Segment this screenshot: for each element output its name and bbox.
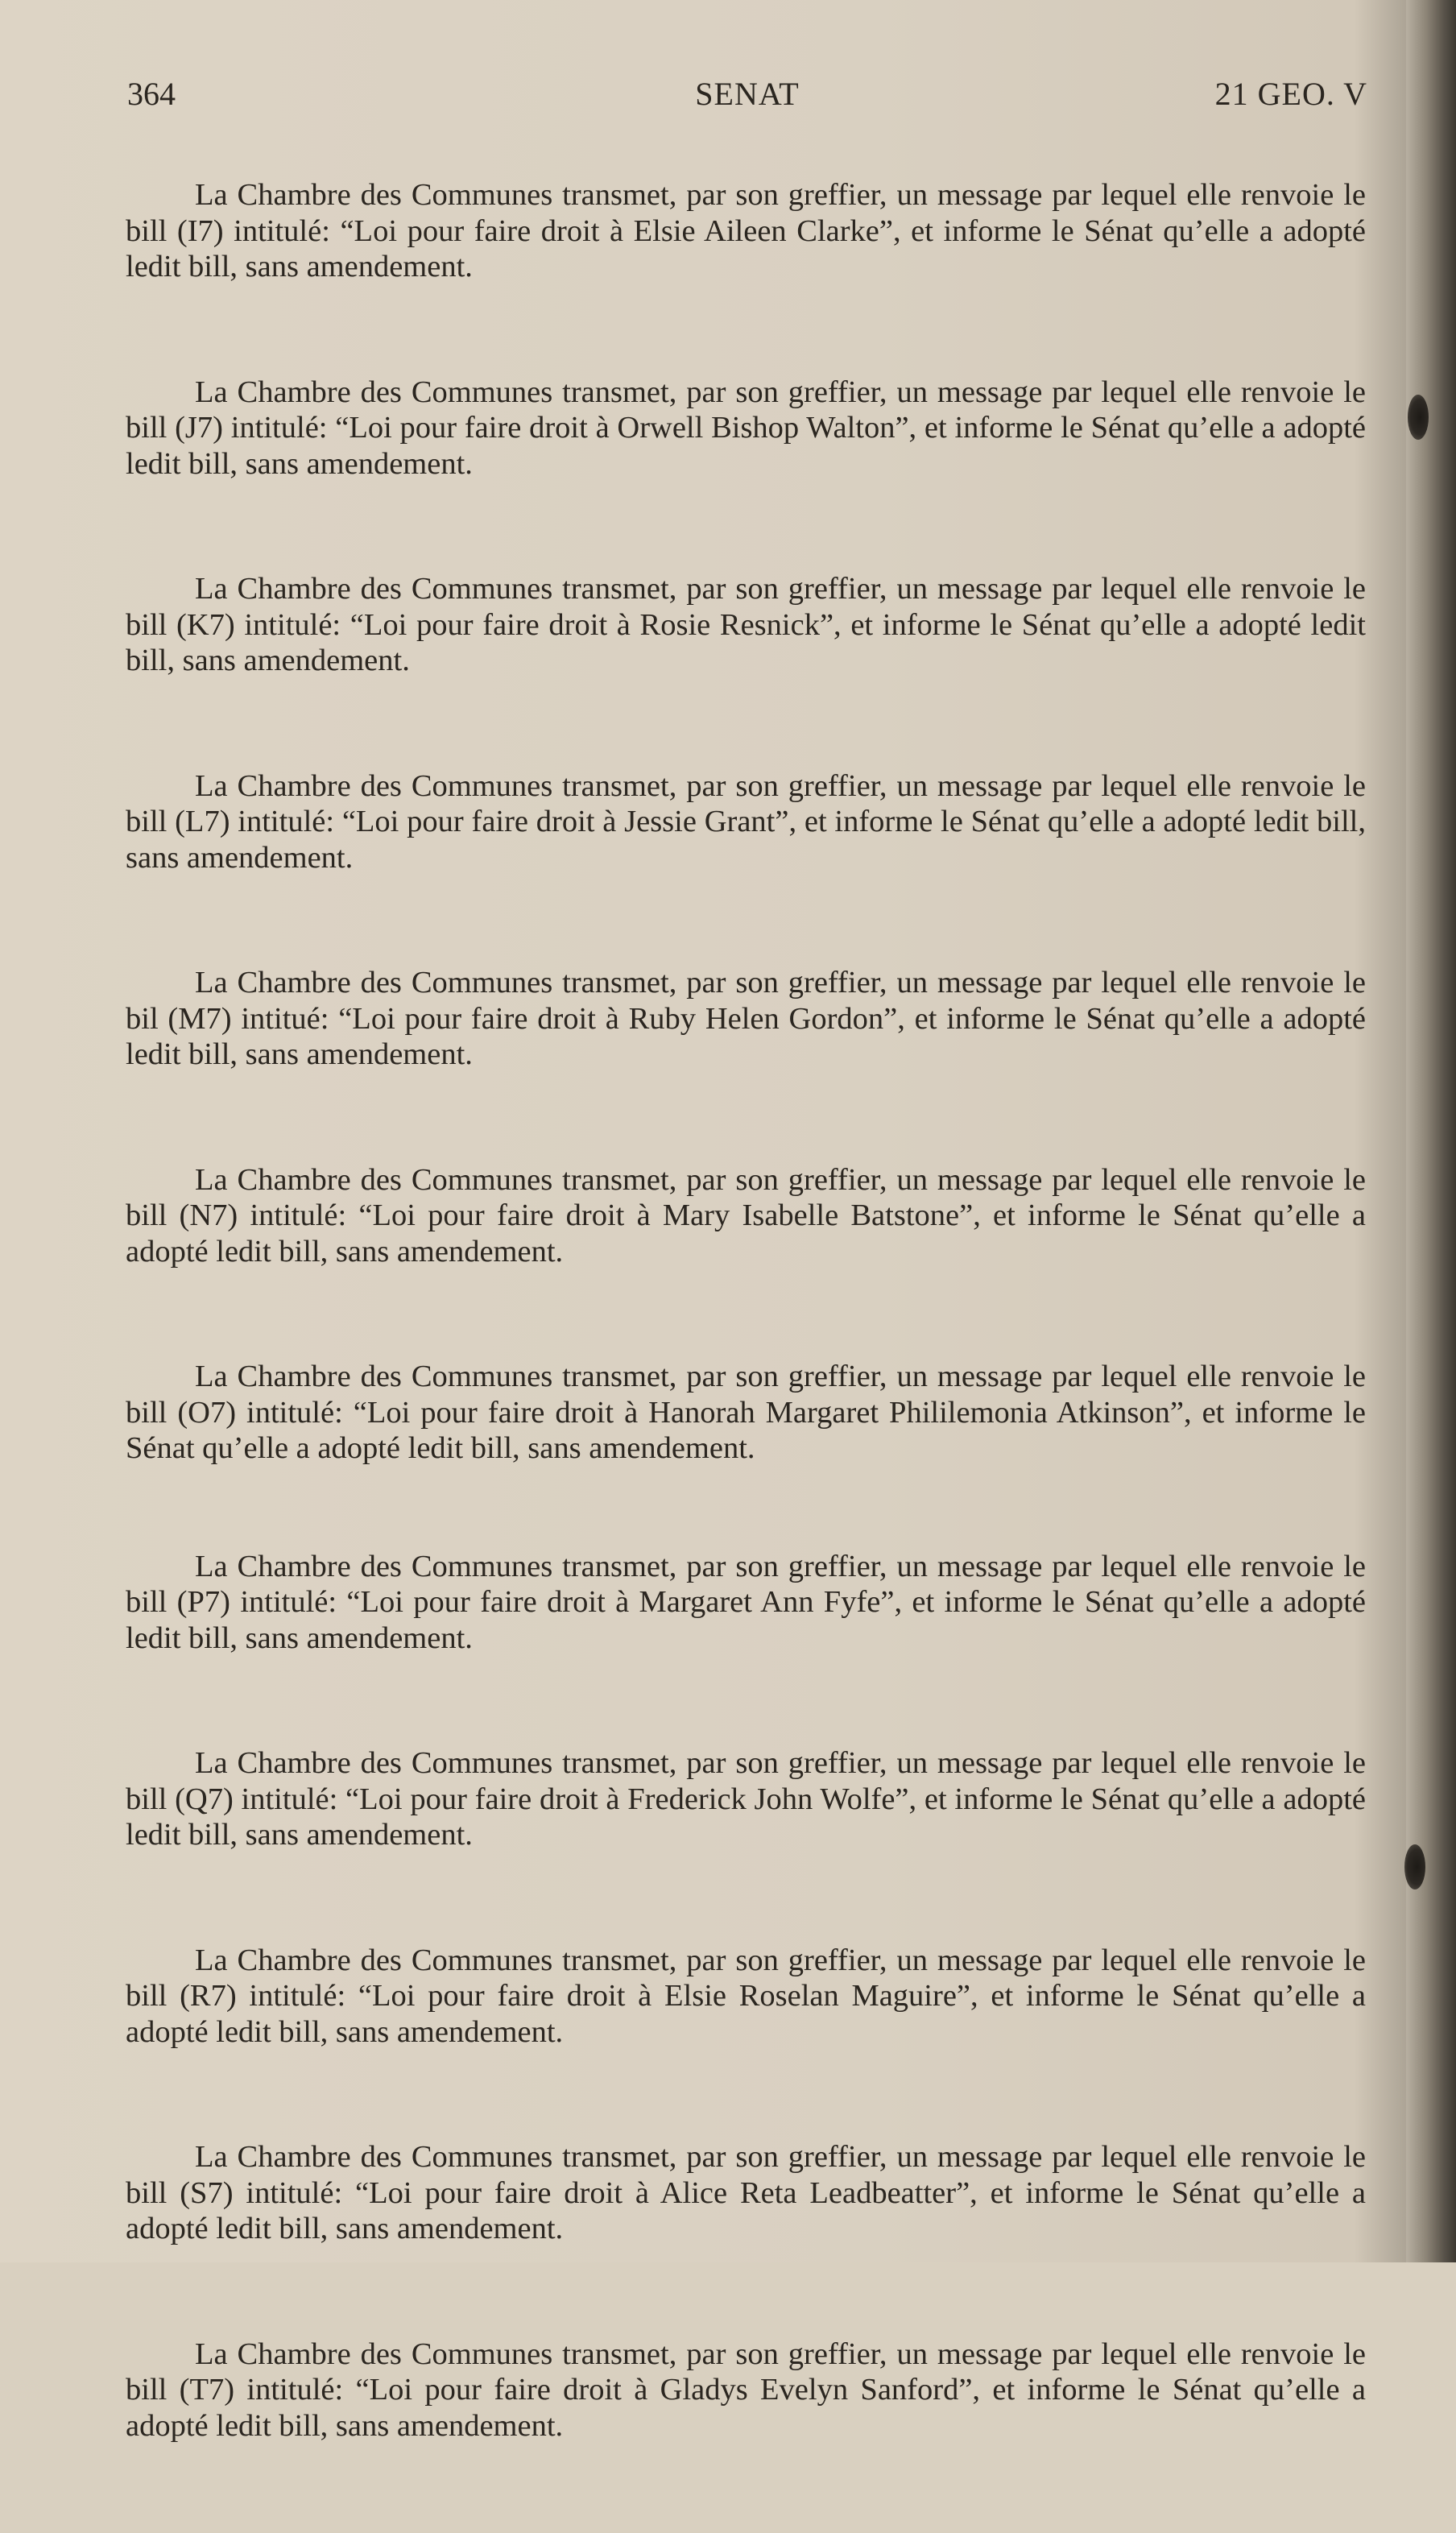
body-text — [126, 177, 1366, 2533]
page-title: SENAT — [695, 76, 800, 112]
message-paragraph: La Chambre des Communes transmet, par son greffier, un message par lequel elle renvoie le bill (K7) intitulé: “Loi pour faire droit à Rosie Resnick”, et informe le Sénat qu’elle a adopté ledit bill, sans amendement. — [126, 572, 1366, 677]
message-paragraph: La Chambre des Communes transmet, par son greffier, un message par lequel elle renvoie le bill (O7) intitulé: “Loi pour faire droit à Hanorah Margaret Phililemonia Atkinson”, et informe le Sénat qu’elle a adopté ledit bill, sans amendement. — [126, 1360, 1366, 1465]
running-header — [127, 74, 1367, 114]
binding-hole — [1408, 395, 1429, 440]
message-paragraph: La Chambre des Communes transmet, par son greffier, un message par lequel elle renvoie le bil (M7) intitué: “Loi pour faire droit à Ruby Helen Gordon”, et informe le Sénat qu’elle a adopté ledit bill, sans amendement. — [126, 966, 1366, 1071]
message-paragraph: La Chambre des Communes transmet, par son greffier, un message par lequel elle renvoie le bill (Q7) intitulé: “Loi pour faire droit à Frederick John Wolfe”, et informe le Sénat qu’elle a adopté ledit bill, sans amendement. — [126, 1746, 1366, 1852]
message-paragraph: La Chambre des Communes transmet, par son greffier, un message par lequel elle renvoie le bill (S7) intitulé: “Loi pour faire droit à Alice Reta Leadbeatter”, et informe le Sénat qu’elle a adopté ledit bill, sans amendement. — [126, 2140, 1366, 2245]
message-paragraph: La Chambre des Communes transmet, par son greffier, un message par lequel elle renvoie le bill (I7) intitulé: “Loi pour faire droit à Elsie Aileen Clarke”, et informe le Sénat qu’elle a adopté ledit bill, sans amendement. — [126, 178, 1366, 284]
message-paragraph: La Chambre des Communes transmet, par son greffier, un message par lequel elle renvoie le bill (L7) intitulé: “Loi pour faire droit à Jessie Grant”, et informe le Sénat qu’elle a adopté ledit bill, sans amendement. — [126, 768, 1366, 875]
message-paragraph: La Chambre des Communes transmet, par son greffier, un message par lequel elle renvoie le bill (N7) intitulé: “Loi pour faire droit à Mary Isabelle Batstone”, et informe le Sénat qu’elle a adopté ledit bill, sans amendement. — [126, 1162, 1366, 1269]
message-paragraph: La Chambre des Communes transmet, par son greffier, un message par lequel elle renvoie le bill (T7) intitulé: “Loi pour faire droit à Gladys Evelyn Sanford”, et informe le Sénat qu’elle a adopté ledit bill, sans amendement. — [126, 2336, 1366, 2443]
message-paragraph: La Chambre des Communes transmet, par son greffier, un message par lequel elle renvoie le bill (J7) intitulé: “Loi pour faire droit à Orwell Bishop Walton”, et informe le Sénat qu’elle a adopté ledit bill, sans amendement. — [126, 375, 1366, 481]
page-number: 364 — [127, 76, 176, 112]
message-paragraph: La Chambre des Communes transmet, par son greffier, un message par lequel elle renvoie le bill (P7) intitulé: “Loi pour faire droit à Margaret Ann Fyfe”, et informe le Sénat qu’elle a adopté ledit bill, sans amendement. — [126, 1549, 1366, 1655]
binding-hole — [1404, 1844, 1425, 1889]
page-edge-shadow — [1406, 0, 1456, 2262]
message-paragraph: La Chambre des Communes transmet, par son greffier, un message par lequel elle renvoie le bill (R7) intitulé: “Loi pour faire droit à Elsie Roselan Maguire”, et informe le Sénat qu’elle a adopté ledit bill, sans amendement. — [126, 1943, 1366, 2049]
session-label: 21 GEO. V — [1214, 76, 1367, 112]
